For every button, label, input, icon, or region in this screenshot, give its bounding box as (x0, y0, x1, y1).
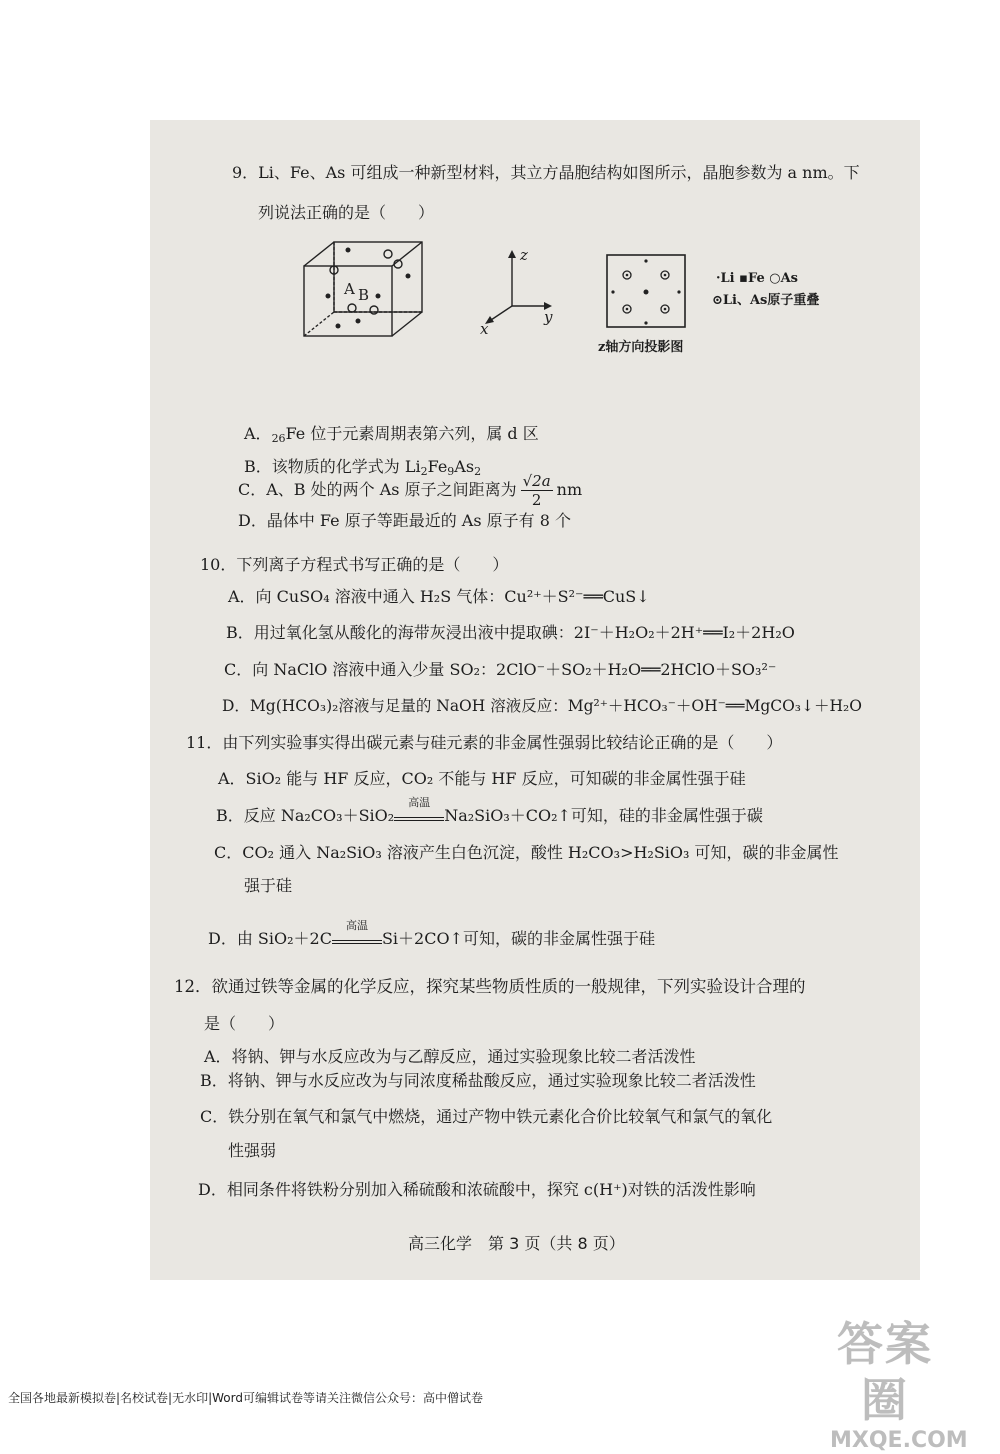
page-footer: 高三化学 第 3 页（共 8 页） (408, 1234, 625, 1253)
q9-option-b: B．该物质的化学式为 $Li_2Fe_9As_2$ (244, 457, 482, 478)
q11-option-c-line1: C．CO₂ 通入 Na₂SiO₃ 溶液产生白色沉淀，酸性 H₂CO₃>H₂SiO₃ 可知，碳的非金属性 (214, 843, 839, 862)
legend-line2: ⊙Li、As原子重叠 (712, 293, 820, 308)
q10-option-b: B．用过氧化氢从酸化的海带灰浸出液中提取碘：2I⁻＋H₂O₂＋2H⁺══I₂＋2H₂O (226, 623, 795, 642)
label-A: A (344, 280, 355, 298)
watermark-logo: 答案圈 MXQE.COM (830, 1317, 968, 1453)
q10-option-d: D．Mg(HCO₃)₂溶液与足量的 NaOH 溶液反应：Mg²⁺＋HCO₃⁻＋OH⁻══MgCO₃↓＋H₂O (222, 697, 862, 715)
projection-caption: z轴方向投影图 (598, 340, 684, 355)
q10-stem: 10．下列离子方程式书写正确的是（ ） (200, 555, 509, 574)
q11-option-b: B．反应 Na₂CO₃＋SiO₂ 高温 Na₂SiO₃＋CO₂↑可知，硅的非金属性强于碳 (216, 796, 763, 825)
q11-option-c-line2: 强于硅 (244, 876, 293, 895)
q12-option-d: D．相同条件将铁粉分别加入稀硫酸和浓硫酸中，探究 c(H⁺)对铁的活泼性影响 (198, 1180, 756, 1199)
q9-stem-line2: 列说法正确的是（ ） (258, 203, 435, 222)
legend-line1: ·Li ▪Fe ○As (716, 271, 799, 286)
axis-y-label: y (544, 308, 553, 326)
q12-option-c-line2: 性强弱 (228, 1141, 277, 1160)
label-B: B (358, 286, 370, 304)
axis-z-label: z (520, 246, 528, 264)
q12-option-a: A．将钠、钾与水反应改为与乙醇反应，通过实验现象比较二者活泼性 (204, 1047, 696, 1066)
q12-option-b: B．将钠、钾与水反应改为与同浓度稀盐酸反应，通过实验现象比较二者活泼性 (200, 1071, 756, 1090)
bottom-note: 全国各地最新模拟卷|名校试卷|无水印|Word可编辑试卷等请关注微信公众号：高中僧试卷 (8, 1391, 483, 1405)
q9-option-a: A．$_{26}$Fe 位于元素周期表第六列，属 d 区 (244, 424, 539, 445)
q9-option-d: D．晶体中 Fe 原子等距最近的 As 原子有 8 个 (238, 511, 571, 530)
q9-option-c-row: C．A、B 处的两个 As 原子之间距离为 $\frac{√2a}{2}$ nm (238, 472, 583, 509)
q12-option-c-line1: C．铁分别在氧气和氯气中燃烧，通过产物中铁元素化合价比较氧气和氯气的氧化 (200, 1107, 773, 1126)
q10-option-a: A．向 CuSO₄ 溶液中通入 H₂S 气体：Cu²⁺＋S²⁻══CuS↓ (228, 587, 650, 606)
q11-option-a: A．SiO₂ 能与 HF 反应，CO₂ 不能与 HF 反应，可知碳的非金属性强于硅 (218, 769, 746, 788)
q10-option-c: C．向 NaClO 溶液中通入少量 SO₂：2ClO⁻＋SO₂＋H₂O══2HClO＋SO₃²⁻ (224, 660, 777, 679)
q9-stem-line1: 9．Li、Fe、As 可组成一种新型材料，其立方晶胞结构如图所示，晶胞参数为 a nm。下 (232, 163, 860, 182)
axes-figure (478, 246, 558, 336)
q12-stem-line1: 12．欲通过铁等金属的化学反应，探究某些物质性质的一般规律，下列实验设计合理的 (174, 977, 806, 996)
q12-stem-line2: 是（ ） (204, 1014, 285, 1033)
q11-option-d: D．由 SiO₂＋2C 高温 Si＋2CO↑可知，碳的非金属性强于硅 (208, 919, 655, 948)
axis-x-label: x (480, 320, 489, 336)
projection-figure (605, 253, 689, 329)
unit-cell-figure (298, 236, 433, 341)
q11-stem: 11．由下列实验事实得出碳元素与硅元素的非金属性强弱比较结论正确的是（ ） (186, 733, 783, 752)
